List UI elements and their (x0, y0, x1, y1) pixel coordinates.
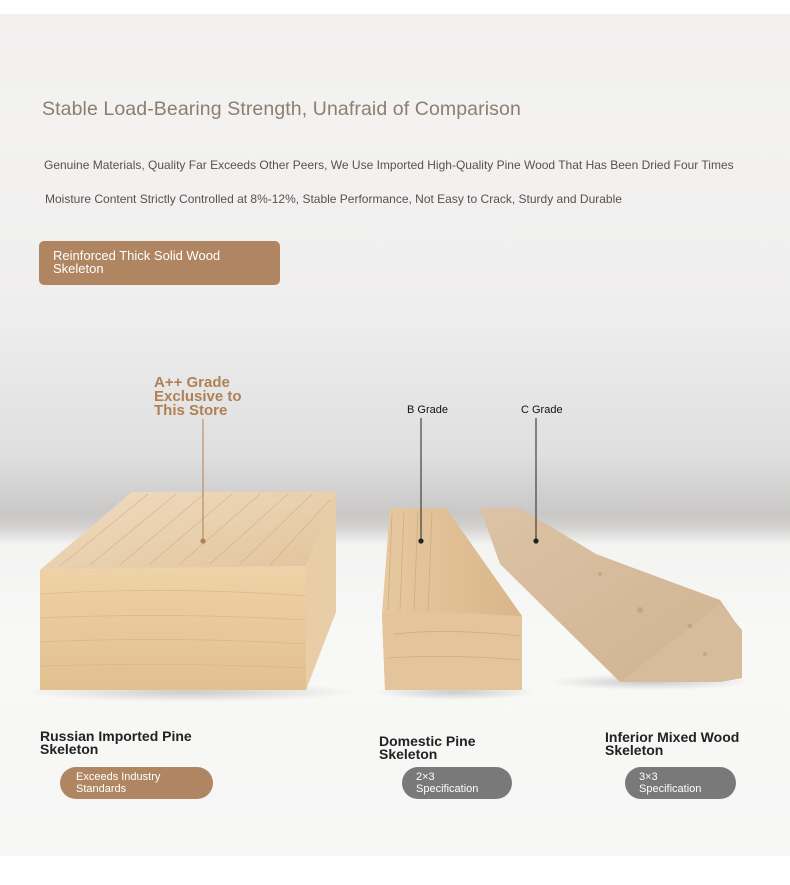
product-name-c-line-2: Skeleton (605, 742, 664, 758)
product-name-a-line-1: Russian Imported Pine (40, 728, 192, 744)
feature-badge-line-2: Skeleton (53, 261, 104, 276)
product-name-b-line-2: Skeleton (379, 746, 438, 762)
description-line-2: Moisture Content Strictly Controlled at 8%-12%, Stable Performance, Not Easy to Crack, Sturdy and Durable (45, 192, 622, 206)
tag-spec-c: 3×3 Specification (625, 767, 736, 799)
tag-a-line-2: Standards (76, 783, 127, 795)
grade-a-line-2: Exclusive to (154, 388, 242, 405)
tag-a-line-1: Exceeds Industry (76, 771, 161, 783)
grade-a-line-3: This Store (154, 402, 228, 419)
product-name-c (605, 731, 739, 757)
product-name-a-line-2: Skeleton (40, 741, 99, 757)
page-title: Stable Load-Bearing Strength, Unafraid of Comparison (42, 98, 521, 120)
product-name-a (40, 730, 192, 756)
tag-exceeds-standards (60, 767, 213, 799)
wood-beam-a (40, 492, 336, 690)
product-comparison-panel (0, 14, 790, 856)
grade-a-line-1: A++ Grade (154, 374, 230, 391)
tag-spec-b: 2×3 Specification (402, 767, 512, 799)
product-name-c-line-1: Inferior Mixed Wood (605, 729, 740, 745)
grade-label-b: B Grade (407, 404, 448, 416)
grade-label-c: C Grade (521, 404, 563, 416)
product-name-b-line-1: Domestic Pine (379, 733, 476, 749)
product-name-b (379, 735, 475, 761)
description-line-1: Genuine Materials, Quality Far Exceeds Other Peers, We Use Imported High-Quality Pine Wood That Has Been Dried Four Times (44, 158, 734, 172)
feature-badge-line-1: Reinforced Thick Solid Wood (53, 248, 221, 263)
